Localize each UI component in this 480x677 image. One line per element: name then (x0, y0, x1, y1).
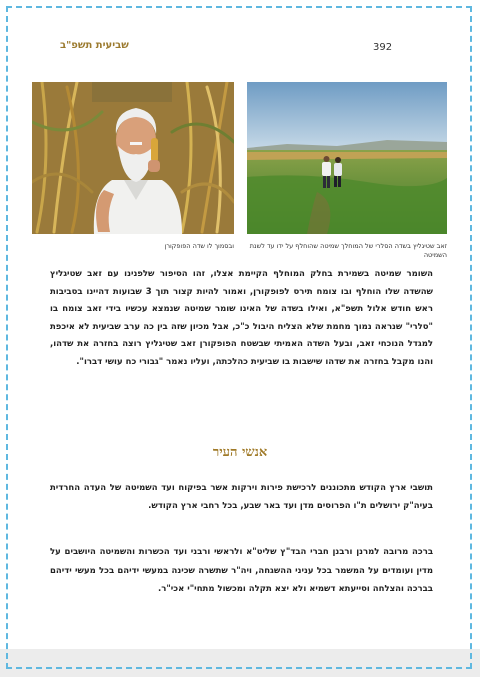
article-paragraph-3: ברכה מרובה למרנן ורבנן חברי הבד"ץ שליט"א ולראשי ורבני ועד הכשרות והשמיטה היושבים על מדין ועומדים על המשמר בכל עניני ההשגחה, ויה"ר שתשרה שכינה במעשי ידיהם בכל מעשי ידיהם בברכה והצלחה וסייעתא דשמיא ולא יצא תקלה ומכשול מתחי"י אכי"ר. (50, 547, 433, 594)
article-paragraph-2: תושבי ארץ הקודש מתכוננים לרכישת פירות וירקות אשר בפיקוח ועד השמיטה של העדה החרדית בעיה"ק ירושלים ת"ו הפרוסים מדן ועד באר שבע, בכל רחבי ארץ הקודש. (50, 483, 433, 511)
section-heading: אנשי העיר (212, 445, 268, 460)
celery-photo-caption: זאב שטיגליץ בשדה הסלרי של המוחלך שמיטה שהוחלף על ידו עד לשנת השמיטה (249, 242, 447, 260)
running-title: שביעית תשפ"ב (60, 40, 129, 51)
popcorn-photo-caption: ובסמוך לו שדה הפופקורן (164, 242, 234, 250)
article-paragraph-1: השומר שמיטה בשמירת בחלק המוחלף הקיימת אצלו, זהו הסיפור שלפנינו עם זאב שטיגליץ שהשדה שלו הוחלף ובו צומח תירס לפופקורן, ואמור להיות קצור תוך 3 שבועות דהיינו בסביבות ראש חודש אלול תשפ"א, ואילו בשדה של האינו שומר שמיטה שנמצא עכשיו בידי זאב צומח בו "סלרי" שנראה נמוך מחמת שלא הצליח היבול כ"כ, אבל מכיון שזה בין כה ערב שביעית לא איכפת למגדל הנוכחי זאב, ובעל השדה האמיתי שבשטח הפופקורן זאב שטיגליץ רוצה בחזרה את שדהו, והנו מקבל בחזרה את שדהו שישבות בו שביעית כהלכתה, ועליו נאמר "גבורי כח עושי דברו". (50, 269, 433, 367)
celery-field-photo (247, 82, 447, 234)
popcorn-field-photo (32, 82, 234, 234)
page-number: 392 (373, 42, 393, 53)
